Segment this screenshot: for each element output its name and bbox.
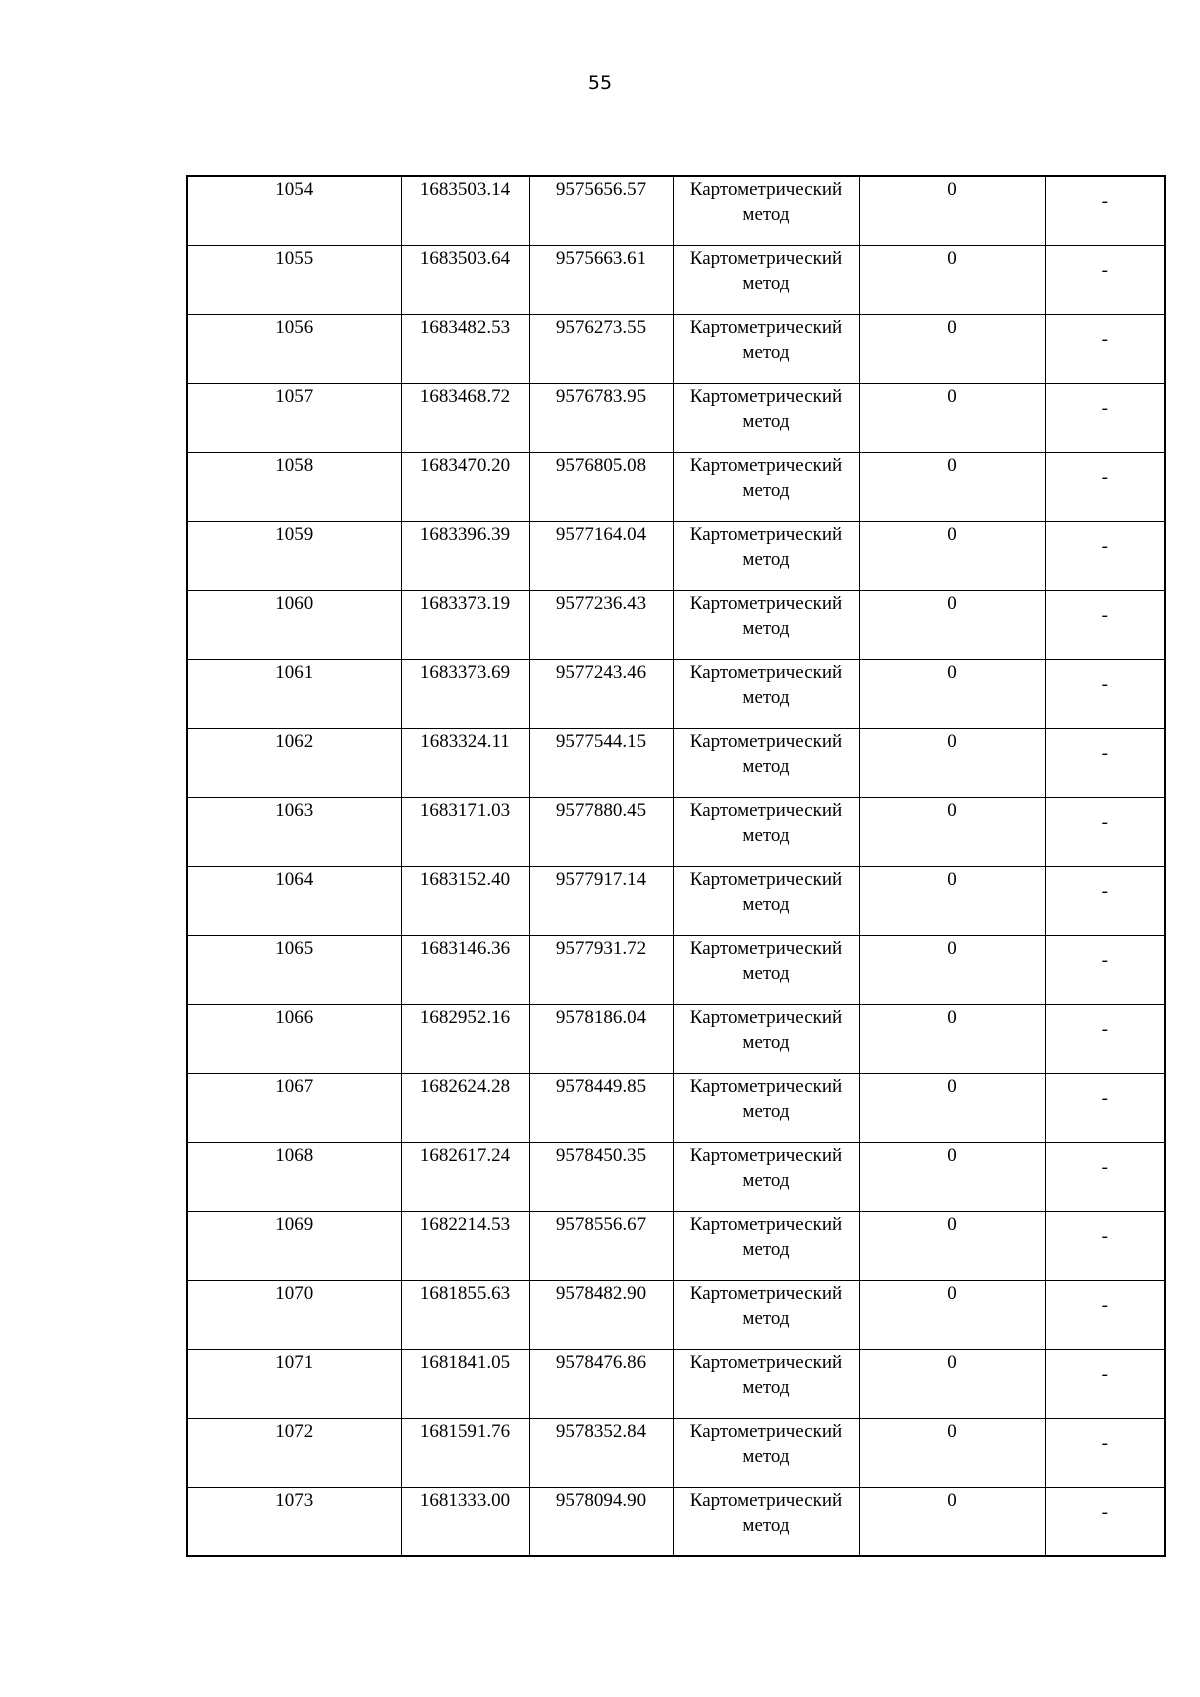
method-cell: [673, 1487, 859, 1556]
y-coordinate-cell: [529, 521, 673, 590]
point-number-cell-text: 1065: [275, 937, 314, 959]
method-cell-text: Картометрический метод: [689, 1420, 843, 1467]
y-coordinate-cell-text: 9578482.90: [555, 1282, 647, 1304]
y-coordinate-cell: [529, 590, 673, 659]
point-number-cell: [187, 176, 401, 245]
method-cell-text: Картометрический метод: [689, 316, 843, 363]
y-coordinate-cell-text: 9578094.90: [555, 1489, 647, 1511]
method-cell-text: Картометрический метод: [689, 868, 843, 915]
x-coordinate-cell: [401, 521, 529, 590]
note-cell-text: -: [1101, 466, 1108, 488]
note-cell-text: -: [1101, 1156, 1108, 1178]
note-cell: [1045, 452, 1165, 521]
table-row: [187, 866, 1165, 935]
point-number-cell: [187, 521, 401, 590]
method-cell: [673, 245, 859, 314]
accuracy-cell-text: 0: [947, 1489, 957, 1511]
accuracy-cell: [859, 1004, 1045, 1073]
y-coordinate-cell-text: 9577917.14: [555, 868, 647, 890]
method-cell: [673, 659, 859, 728]
method-cell: [673, 176, 859, 245]
accuracy-cell: [859, 314, 1045, 383]
x-coordinate-cell-text: 1681333.00: [419, 1489, 511, 1511]
accuracy-cell-text: 0: [947, 592, 957, 614]
point-number-cell: [187, 1004, 401, 1073]
note-cell: [1045, 1280, 1165, 1349]
accuracy-cell-text: 0: [947, 1006, 957, 1028]
y-coordinate-cell: [529, 1418, 673, 1487]
note-cell: [1045, 659, 1165, 728]
method-cell-text: Картометрический метод: [689, 1489, 843, 1536]
table-row: [187, 1004, 1165, 1073]
x-coordinate-cell-text: 1683373.69: [419, 661, 511, 683]
y-coordinate-cell: [529, 1487, 673, 1556]
y-coordinate-cell: [529, 314, 673, 383]
x-coordinate-cell-text: 1681855.63: [419, 1282, 511, 1304]
x-coordinate-cell: [401, 245, 529, 314]
x-coordinate-cell: [401, 1349, 529, 1418]
note-cell: [1045, 728, 1165, 797]
y-coordinate-cell-text: 9577236.43: [555, 592, 647, 614]
x-coordinate-cell-text: 1683373.19: [419, 592, 511, 614]
accuracy-cell: [859, 590, 1045, 659]
y-coordinate-cell: [529, 245, 673, 314]
x-coordinate-cell-text: 1681841.05: [419, 1351, 511, 1373]
method-cell: [673, 1142, 859, 1211]
y-coordinate-cell-text: 9577243.46: [555, 661, 647, 683]
note-cell: [1045, 383, 1165, 452]
accuracy-cell: [859, 1487, 1045, 1556]
y-coordinate-cell: [529, 452, 673, 521]
x-coordinate-cell: [401, 452, 529, 521]
y-coordinate-cell: [529, 1142, 673, 1211]
point-number-cell-text: 1070: [275, 1282, 314, 1304]
coordinates-table-body: [187, 176, 1165, 1556]
table-row: [187, 245, 1165, 314]
accuracy-cell-text: 0: [947, 799, 957, 821]
note-cell: [1045, 176, 1165, 245]
accuracy-cell: [859, 1142, 1045, 1211]
table-row: [187, 452, 1165, 521]
accuracy-cell: [859, 1280, 1045, 1349]
coordinates-table: [186, 175, 1166, 1557]
note-cell-text: -: [1101, 397, 1108, 419]
point-number-cell: [187, 314, 401, 383]
table-row: [187, 590, 1165, 659]
note-cell-text: -: [1101, 673, 1108, 695]
table-row: [187, 659, 1165, 728]
method-cell: [673, 1418, 859, 1487]
y-coordinate-cell: [529, 1349, 673, 1418]
method-cell-text: Картометрический метод: [689, 661, 843, 708]
accuracy-cell: [859, 1349, 1045, 1418]
note-cell: [1045, 1487, 1165, 1556]
accuracy-cell-text: 0: [947, 247, 957, 269]
y-coordinate-cell: [529, 1073, 673, 1142]
y-coordinate-cell-text: 9578186.04: [555, 1006, 647, 1028]
table-row: [187, 521, 1165, 590]
note-cell-text: -: [1101, 535, 1108, 557]
x-coordinate-cell-text: 1683503.64: [419, 247, 511, 269]
note-cell-text: -: [1101, 880, 1108, 902]
accuracy-cell: [859, 866, 1045, 935]
x-coordinate-cell: [401, 659, 529, 728]
x-coordinate-cell-text: 1683503.14: [419, 179, 511, 200]
x-coordinate-cell-text: 1683468.72: [419, 385, 511, 407]
point-number-cell-text: 1067: [275, 1075, 314, 1097]
x-coordinate-cell-text: 1683482.53: [419, 316, 511, 338]
method-cell: [673, 452, 859, 521]
table-row: [187, 728, 1165, 797]
y-coordinate-cell-text: 9578450.35: [555, 1144, 647, 1166]
note-cell-text: -: [1101, 328, 1108, 350]
y-coordinate-cell: [529, 1280, 673, 1349]
accuracy-cell-text: 0: [947, 1351, 957, 1373]
note-cell-text: -: [1101, 604, 1108, 626]
method-cell-text: Картометрический метод: [689, 937, 843, 984]
x-coordinate-cell-text: 1682624.28: [419, 1075, 511, 1097]
table-row: [187, 1211, 1165, 1280]
method-cell: [673, 797, 859, 866]
method-cell-text: Картометрический метод: [689, 523, 843, 570]
x-coordinate-cell: [401, 1418, 529, 1487]
method-cell-text: Картометрический метод: [689, 730, 843, 777]
point-number-cell-text: 1056: [275, 316, 314, 338]
y-coordinate-cell-text: 9575663.61: [555, 247, 647, 269]
accuracy-cell: [859, 935, 1045, 1004]
accuracy-cell: [859, 245, 1045, 314]
accuracy-cell: [859, 383, 1045, 452]
y-coordinate-cell-text: 9578449.85: [555, 1075, 647, 1097]
note-cell: [1045, 866, 1165, 935]
note-cell: [1045, 1418, 1165, 1487]
accuracy-cell-text: 0: [947, 730, 957, 752]
method-cell: [673, 1349, 859, 1418]
y-coordinate-cell-text: 9575656.57: [555, 179, 647, 200]
table-row: [187, 797, 1165, 866]
x-coordinate-cell: [401, 1142, 529, 1211]
note-cell-text: -: [1101, 191, 1108, 212]
table-row: [187, 1142, 1165, 1211]
note-cell-text: -: [1101, 1294, 1108, 1316]
y-coordinate-cell: [529, 1211, 673, 1280]
method-cell: [673, 1211, 859, 1280]
x-coordinate-cell: [401, 728, 529, 797]
point-number-cell: [187, 1211, 401, 1280]
note-cell-text: -: [1101, 949, 1108, 971]
method-cell: [673, 314, 859, 383]
method-cell-text: Картометрический метод: [689, 454, 843, 501]
point-number-cell-text: 1073: [275, 1489, 314, 1511]
note-cell: [1045, 797, 1165, 866]
method-cell-text: Картометрический метод: [689, 1144, 843, 1191]
y-coordinate-cell-text: 9576805.08: [555, 454, 647, 476]
table-row: [187, 383, 1165, 452]
y-coordinate-cell: [529, 1004, 673, 1073]
table-row: [187, 1487, 1165, 1556]
method-cell-text: Картометрический метод: [689, 592, 843, 639]
method-cell-text: Картометрический метод: [689, 1075, 843, 1122]
accuracy-cell: [859, 1073, 1045, 1142]
y-coordinate-cell: [529, 176, 673, 245]
point-number-cell: [187, 1073, 401, 1142]
method-cell-text: Картометрический метод: [689, 1006, 843, 1053]
point-number-cell: [187, 866, 401, 935]
x-coordinate-cell-text: 1682617.24: [419, 1144, 511, 1166]
table-row: [187, 935, 1165, 1004]
y-coordinate-cell-text: 9577544.15: [555, 730, 647, 752]
point-number-cell: [187, 452, 401, 521]
note-cell-text: -: [1101, 1501, 1108, 1523]
note-cell-text: -: [1101, 1432, 1108, 1454]
point-number-cell: [187, 1280, 401, 1349]
note-cell: [1045, 1211, 1165, 1280]
point-number-cell-text: 1055: [275, 247, 314, 269]
note-cell: [1045, 1349, 1165, 1418]
table-row: [187, 1418, 1165, 1487]
note-cell-text: -: [1101, 1225, 1108, 1247]
note-cell: [1045, 1004, 1165, 1073]
accuracy-cell-text: 0: [947, 1420, 957, 1442]
point-number-cell-text: 1057: [275, 385, 314, 407]
x-coordinate-cell-text: 1682214.53: [419, 1213, 511, 1235]
note-cell: [1045, 314, 1165, 383]
point-number-cell-text: 1062: [275, 730, 314, 752]
point-number-cell-text: 1058: [275, 454, 314, 476]
note-cell: [1045, 935, 1165, 1004]
method-cell-text: Картометрический метод: [689, 1213, 843, 1260]
y-coordinate-cell-text: 9578352.84: [555, 1420, 647, 1442]
point-number-cell: [187, 659, 401, 728]
point-number-cell-text: 1069: [275, 1213, 314, 1235]
accuracy-cell-text: 0: [947, 385, 957, 407]
method-cell-text: Картометрический метод: [689, 247, 843, 294]
point-number-cell: [187, 935, 401, 1004]
point-number-cell-text: 1066: [275, 1006, 314, 1028]
accuracy-cell-text: 0: [947, 179, 957, 200]
x-coordinate-cell: [401, 1211, 529, 1280]
note-cell: [1045, 590, 1165, 659]
y-coordinate-cell-text: 9578556.67: [555, 1213, 647, 1235]
y-coordinate-cell-text: 9577880.45: [555, 799, 647, 821]
y-coordinate-cell-text: 9576783.95: [555, 385, 647, 407]
method-cell: [673, 1004, 859, 1073]
y-coordinate-cell: [529, 797, 673, 866]
point-number-cell: [187, 728, 401, 797]
y-coordinate-cell: [529, 728, 673, 797]
x-coordinate-cell-text: 1682952.16: [419, 1006, 511, 1028]
x-coordinate-cell: [401, 866, 529, 935]
accuracy-cell: [859, 659, 1045, 728]
x-coordinate-cell: [401, 314, 529, 383]
note-cell-text: -: [1101, 259, 1108, 281]
method-cell: [673, 383, 859, 452]
point-number-cell-text: 1064: [275, 868, 314, 890]
point-number-cell: [187, 1487, 401, 1556]
x-coordinate-cell: [401, 797, 529, 866]
point-number-cell: [187, 797, 401, 866]
point-number-cell-text: 1072: [275, 1420, 314, 1442]
note-cell-text: -: [1101, 1087, 1108, 1109]
table-row: [187, 314, 1165, 383]
note-cell-text: -: [1101, 1363, 1108, 1385]
method-cell: [673, 935, 859, 1004]
accuracy-cell: [859, 521, 1045, 590]
point-number-cell: [187, 1349, 401, 1418]
x-coordinate-cell-text: 1683470.20: [419, 454, 511, 476]
point-number-cell-text: 1071: [275, 1351, 314, 1373]
table-row: [187, 1349, 1165, 1418]
accuracy-cell: [859, 1418, 1045, 1487]
accuracy-cell-text: 0: [947, 1144, 957, 1166]
y-coordinate-cell: [529, 383, 673, 452]
point-number-cell-text: 1061: [275, 661, 314, 683]
y-coordinate-cell-text: 9577164.04: [555, 523, 647, 545]
x-coordinate-cell-text: 1683146.36: [419, 937, 511, 959]
method-cell: [673, 728, 859, 797]
table-row: [187, 1073, 1165, 1142]
accuracy-cell: [859, 797, 1045, 866]
accuracy-cell-text: 0: [947, 316, 957, 338]
point-number-cell-text: 1054: [275, 179, 314, 200]
point-number-cell: [187, 590, 401, 659]
x-coordinate-cell: [401, 176, 529, 245]
point-number-cell-text: 1068: [275, 1144, 314, 1166]
x-coordinate-cell: [401, 590, 529, 659]
point-number-cell: [187, 1418, 401, 1487]
accuracy-cell-text: 0: [947, 661, 957, 683]
method-cell: [673, 521, 859, 590]
method-cell: [673, 1073, 859, 1142]
point-number-cell-text: 1063: [275, 799, 314, 821]
point-number-cell-text: 1059: [275, 523, 314, 545]
accuracy-cell-text: 0: [947, 937, 957, 959]
y-coordinate-cell-text: 9577931.72: [555, 937, 647, 959]
x-coordinate-cell: [401, 935, 529, 1004]
x-coordinate-cell: [401, 1487, 529, 1556]
y-coordinate-cell: [529, 659, 673, 728]
accuracy-cell: [859, 176, 1045, 245]
x-coordinate-cell: [401, 1004, 529, 1073]
note-cell: [1045, 1073, 1165, 1142]
accuracy-cell-text: 0: [947, 868, 957, 890]
accuracy-cell: [859, 452, 1045, 521]
x-coordinate-cell-text: 1683152.40: [419, 868, 511, 890]
point-number-cell-text: 1060: [275, 592, 314, 614]
method-cell-text: Картометрический метод: [689, 179, 843, 225]
accuracy-cell-text: 0: [947, 454, 957, 476]
note-cell-text: -: [1101, 811, 1108, 833]
method-cell-text: Картометрический метод: [689, 1282, 843, 1329]
point-number-cell: [187, 383, 401, 452]
table-row: [187, 176, 1165, 245]
note-cell-text: -: [1101, 742, 1108, 764]
x-coordinate-cell-text: 1683396.39: [419, 523, 511, 545]
x-coordinate-cell: [401, 1280, 529, 1349]
accuracy-cell: [859, 1211, 1045, 1280]
method-cell: [673, 590, 859, 659]
page-number: 55: [587, 72, 613, 94]
accuracy-cell-text: 0: [947, 1282, 957, 1304]
method-cell: [673, 1280, 859, 1349]
y-coordinate-cell-text: 9576273.55: [555, 316, 647, 338]
x-coordinate-cell-text: 1681591.76: [419, 1420, 511, 1442]
x-coordinate-cell: [401, 383, 529, 452]
accuracy-cell-text: 0: [947, 523, 957, 545]
table-row: [187, 1280, 1165, 1349]
y-coordinate-cell-text: 9578476.86: [555, 1351, 647, 1373]
y-coordinate-cell: [529, 866, 673, 935]
x-coordinate-cell-text: 1683324.11: [420, 730, 510, 752]
note-cell-text: -: [1101, 1018, 1108, 1040]
y-coordinate-cell: [529, 935, 673, 1004]
note-cell: [1045, 1142, 1165, 1211]
note-cell: [1045, 521, 1165, 590]
x-coordinate-cell: [401, 1073, 529, 1142]
method-cell-text: Картометрический метод: [689, 1351, 843, 1398]
note-cell: [1045, 245, 1165, 314]
method-cell: [673, 866, 859, 935]
point-number-cell: [187, 245, 401, 314]
accuracy-cell-text: 0: [947, 1213, 957, 1235]
method-cell-text: Картометрический метод: [689, 385, 843, 432]
point-number-cell: [187, 1142, 401, 1211]
x-coordinate-cell-text: 1683171.03: [419, 799, 511, 821]
method-cell-text: Картометрический метод: [689, 799, 843, 846]
accuracy-cell: [859, 728, 1045, 797]
accuracy-cell-text: 0: [947, 1075, 957, 1097]
